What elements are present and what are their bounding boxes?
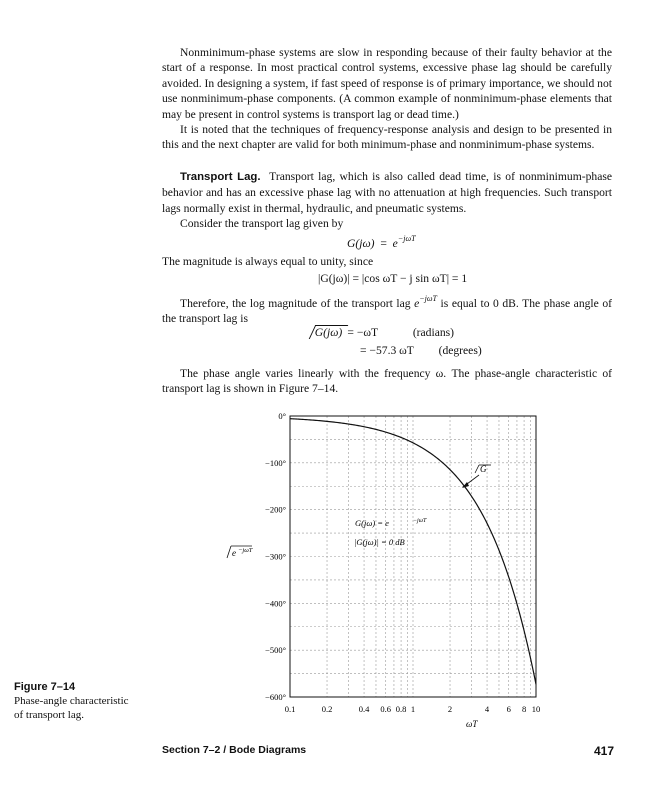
chart-ticks bbox=[227, 411, 540, 729]
paragraph-1: Nonminimum-phase systems are slow in responding because of their faulty behavior at the start of a response. In most practical control systems, excessive phase lag should be carefully avoided. In designing a system, if fast speed of response is of primary importance, we should not use nonminimum-phase components. (A common example of nonminimum-phase elements that may be present in control systems is transport lag or dead time.) bbox=[162, 46, 612, 121]
x-tick-label: 4 bbox=[484, 704, 490, 714]
eq1-lhs: G(jω) bbox=[347, 236, 375, 250]
p6-text-b: is equal to 0 dB. The phase angle of the transport lag is bbox=[162, 296, 612, 326]
equation-1: $G(j\omega) = e^{-j\omega T}$ bbox=[347, 234, 416, 250]
curve-label-angle-side bbox=[475, 465, 479, 473]
section-heading: Transport Lag. bbox=[180, 171, 261, 183]
x-tick-label: 1 bbox=[410, 704, 416, 714]
x-tick-label: 0.1 bbox=[284, 704, 296, 714]
y-tick-label: −500° bbox=[265, 645, 286, 656]
x-tick-label: 2 bbox=[447, 704, 453, 714]
x-tick-label: 6 bbox=[506, 704, 511, 714]
equation-2: |G(jω)| = |cos ωT − j sin ωT| = 1 bbox=[318, 272, 468, 285]
curve-label bbox=[475, 464, 491, 474]
x-tick-label: 0.8 bbox=[395, 704, 407, 714]
y-tick-label: −300° bbox=[265, 551, 286, 562]
annotation-eq1: G(jω) = e bbox=[355, 518, 389, 528]
p6-e: e bbox=[414, 296, 420, 310]
y-tick-label: −600° bbox=[265, 692, 286, 702]
chart-annotations bbox=[354, 464, 491, 547]
footer-section: Section 7–2 / Bode Diagrams bbox=[162, 744, 307, 756]
p6-text-a: Therefore, the log magnitude of the transport lag bbox=[180, 296, 415, 310]
y-tick-label: −100° bbox=[265, 457, 286, 468]
x-axis-label: ωT bbox=[465, 719, 478, 729]
angle-bar-side bbox=[227, 546, 231, 558]
paragraph-7: The phase angle varies linearly with the frequency ω. The phase-angle characteristic of transport lag is shown in Figure 7–14. bbox=[162, 367, 612, 396]
eq1-exp: −jωT bbox=[397, 234, 416, 243]
annotation-eq1-exp: −jωT bbox=[413, 518, 427, 524]
y-axis-label-base: e bbox=[232, 548, 236, 558]
x-tick-label: 10 bbox=[531, 704, 541, 714]
y-axis-label bbox=[227, 546, 253, 558]
eq3-unit1: (radians) bbox=[412, 326, 455, 339]
paragraph-2: It is noted that the techniques of frequency-response analysis and design to be presented in this and the next chapter are valid for both minimum-phase and nonminimum-phase systems. bbox=[162, 123, 612, 152]
annotation-eq2: |G(jω)| = 0 dB bbox=[354, 537, 405, 547]
y-tick-label: −400° bbox=[265, 598, 286, 609]
eq3-lhs: G(jω) bbox=[314, 326, 343, 339]
chart-grid bbox=[290, 416, 536, 697]
paragraph-3-text: Transport lag, which is also called dead time, is of nonminimum-phase behavior and has an excessive phase lag with no attenuation at high frequencies. Such transport lags normally exist in thermal, hydraulic, and pneumatic systems. bbox=[162, 170, 612, 215]
y-tick-label: 0° bbox=[278, 411, 286, 421]
eq3-unit2: (degrees) bbox=[438, 344, 482, 357]
curve-label-text: G bbox=[480, 464, 487, 474]
p6-exp: −jωT bbox=[419, 294, 437, 303]
figure-label: Figure 7–14 bbox=[14, 681, 76, 693]
x-tick-label: 0.6 bbox=[380, 704, 392, 714]
page-number: 417 bbox=[594, 744, 615, 758]
paragraph-4: Consider the transport lag given by bbox=[180, 217, 344, 231]
x-tick-label: 0.4 bbox=[358, 704, 370, 714]
figure-caption bbox=[14, 680, 134, 722]
x-tick-label: 8 bbox=[521, 704, 527, 714]
eq3-rhs1: = −ωT bbox=[347, 326, 378, 339]
x-tick-label: 0.2 bbox=[321, 704, 333, 714]
y-axis-label-exp: −jωT bbox=[238, 547, 253, 554]
figure-caption-text: Phase-angle characteristic of transport lag. bbox=[14, 695, 129, 721]
y-tick-label: −200° bbox=[265, 504, 286, 515]
eq3-rhs2: = −57.3 ωT bbox=[360, 344, 414, 357]
paragraph-5: The magnitude is always equal to unity, since bbox=[162, 255, 374, 268]
eq1-rhs: e bbox=[392, 236, 398, 250]
